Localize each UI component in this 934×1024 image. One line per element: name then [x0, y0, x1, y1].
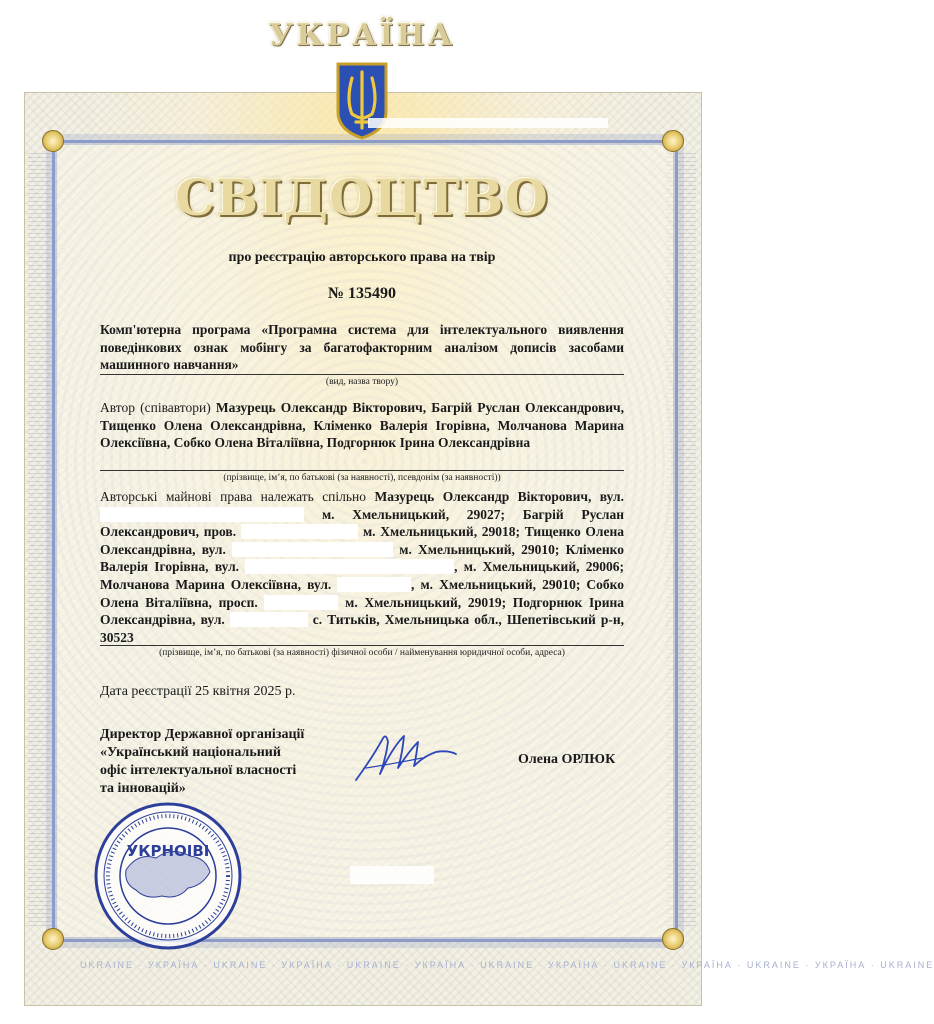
redacted-address — [241, 524, 358, 539]
redacted-address — [264, 595, 338, 610]
certificate-subtitle: про реєстрацію авторського права на твір — [228, 250, 496, 265]
redacted-address — [230, 612, 308, 627]
rights-holder-6: , м. Хмельницький, 29010; Собко Олена Віталіївна, просп. — [100, 576, 625, 610]
frame-corner-ornament — [662, 130, 684, 152]
redaction-strip — [350, 866, 434, 884]
coat-of-arms-icon — [332, 60, 392, 140]
director-name: Олена ОРЛЮК — [518, 752, 616, 767]
director-line: «Український національний — [100, 745, 281, 760]
rights-block — [100, 488, 624, 646]
authors-names: Мазурець Олександр Вікторович, Багрій Руслан Олександрович, Тищенко Олена Олександрівна, Кліменко Валерія Ігорівна, Молчанова Марина Олексіївна, Собко Олена Віталіївна, Подгорнюк Ірина Олександрівна — [100, 400, 625, 451]
seal-label: УКРНОІВІ — [126, 842, 210, 860]
director-line: та інновацій» — [100, 781, 186, 796]
director-title — [100, 726, 370, 798]
signature-icon — [352, 728, 462, 786]
frame-corner-ornament — [42, 130, 64, 152]
divider — [100, 645, 624, 646]
redaction-strip — [368, 118, 608, 128]
authors-block — [100, 399, 624, 452]
director-line: офіс інтелектуальної власності — [100, 763, 297, 778]
rights-caption: (прізвище, ім’я, по батькові (за наявності) фізичної особи / найменування юридичної особи, адреса) — [159, 648, 565, 658]
rights-holder-1: Мазурець Олександр Вікторович, вул. — [374, 489, 624, 504]
work-caption: (вид, назва твору) — [325, 377, 399, 387]
rights-holder-5: , м. Хмельницький, 29006; Молчанова Марина Олексіївна, вул. — [100, 559, 625, 592]
certificate-number: № 135490 — [327, 285, 397, 302]
registration-date: Дата реєстрації 25 квітня 2025 р. — [100, 684, 296, 699]
rights-holder-8: с. Титьків, Хмельницька обл., Шепетівський р-н, 30523 — [100, 612, 625, 645]
redacted-address — [100, 507, 304, 522]
redacted-address — [232, 542, 393, 557]
official-seal-icon — [92, 800, 244, 952]
frame-corner-ornament — [662, 928, 684, 950]
country-heading: УКРАЇНА — [268, 18, 456, 53]
authors-prefix: Автор (співавтори) — [100, 400, 211, 415]
certificate-title: СВІДОЦТВО — [175, 168, 549, 227]
divider — [100, 470, 624, 471]
work-title: Комп'ютерна програма «Програмна система для інтелектуального виявлення поведінкових ознак мобінгу за багатофакторним аналізом дописів засобами машинного навчання» — [100, 322, 624, 373]
rights-holder-7: м. Хмельницький, 29019; Подгорнюк Ірина Олександрівна, вул. — [100, 594, 625, 628]
footer-ornament-band: UKRAINE · УКРАЇНА · UKRAINE · УКРАЇНА · UKRAINE · УКРАЇНА · UKRAINE · УКРАЇНА · UKRAINE · УКРАЇНА · UKRAINE · УКРАЇНА · UKRAINE — [80, 960, 934, 970]
redacted-address — [245, 559, 454, 574]
divider — [100, 374, 624, 375]
rights-holder-3: м. Хмельницький, 29018; Тищенко Олена Олександрівна, вул. — [100, 524, 625, 557]
rights-holder-4: м. Хмельницький, 29010; Кліменко Валерія Ігорівна, вул. — [100, 541, 624, 575]
redacted-address — [337, 577, 411, 592]
director-line: Директор Державної організації — [100, 727, 305, 742]
authors-caption: (прізвище, ім’я, по батькові (за наявності), псевдонім (за наявності)) — [223, 473, 501, 483]
rights-prefix: Авторські майнові права належать спільно — [100, 489, 367, 504]
rights-holder-2: м. Хмельницький, 29027; Багрій Руслан Олександрович, пров. — [100, 506, 625, 540]
frame-corner-ornament — [42, 928, 64, 950]
